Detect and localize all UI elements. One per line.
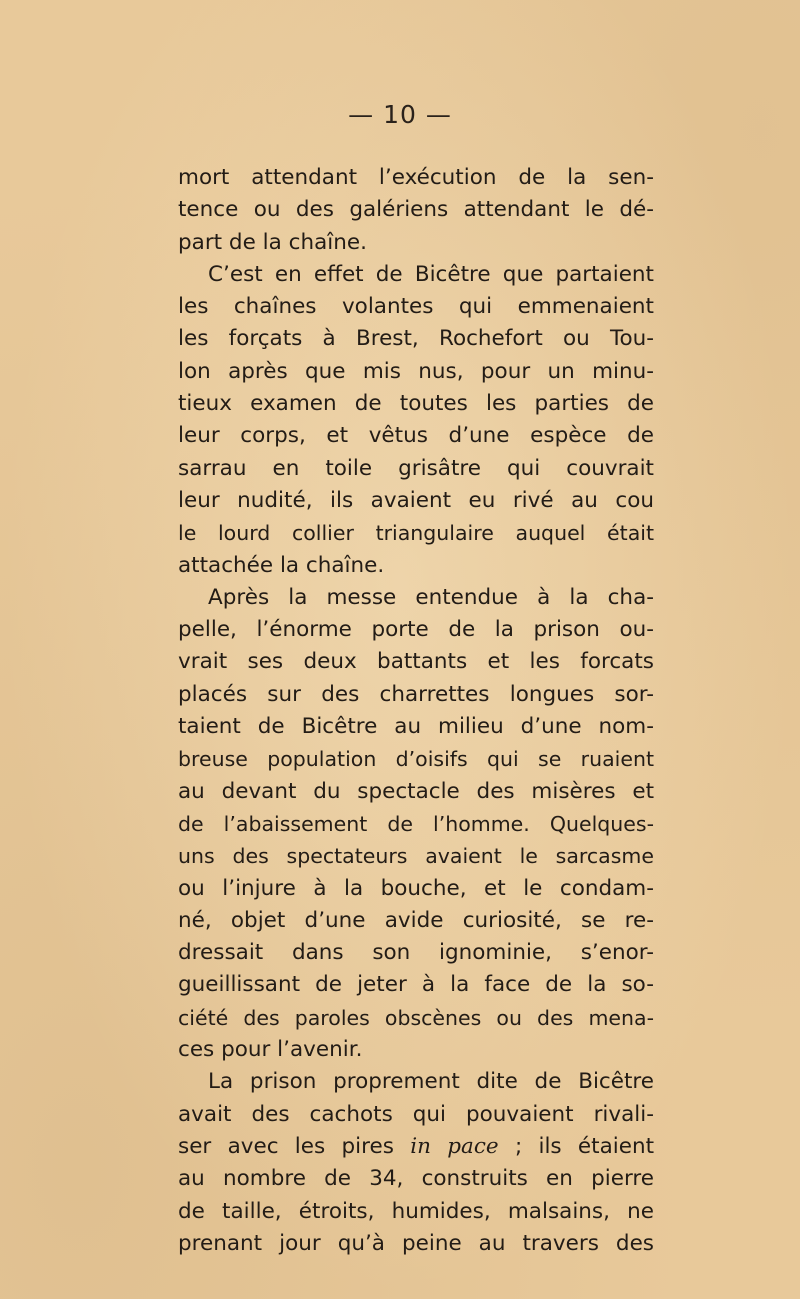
text-line: dressait dans son ignominie, s’enor- (178, 940, 654, 966)
text-line: placés sur des charrettes longues sor- (178, 681, 654, 707)
text-line: vrait ses deux battants et les forcats (178, 649, 654, 675)
text-line: avait des cachots qui pouvaient rivali- (178, 1101, 654, 1127)
text-line: tence ou des galériens attendant le dé- (178, 197, 654, 223)
text-line: part de la chaîne. (178, 229, 367, 255)
text-line: au nombre de 34, construits en pierre (178, 1166, 654, 1192)
text-line: gueillissant de jeter à la face de la so- (178, 972, 654, 998)
text-line: tieux examen de toutes les parties de (178, 391, 654, 417)
text-line: leur nudité, ils avaient eu rivé au cou (178, 487, 654, 513)
text-line: les forçats à Brest, Rochefort ou Tou- (178, 326, 654, 352)
paragraph-start-line: C’est en effet de Bicêtre que partaient (208, 261, 654, 287)
italic-latin-phrase: in pace (410, 1133, 499, 1159)
text-line: pelle, l’énorme porte de la prison ou- (178, 617, 654, 643)
text-segment: ; ils étaient (514, 1133, 655, 1159)
text-segment: ser avec les pires (178, 1133, 394, 1159)
text-line: breuse population d’oisifs qui se ruaient (178, 747, 654, 772)
page-number: — 10 — (348, 100, 452, 129)
text-line: au devant du spectacle des misères et (178, 778, 654, 804)
text-line: ciété des paroles obscènes ou des mena- (178, 1005, 654, 1030)
text-line: né, objet d’une avide curiosité, se re- (178, 907, 654, 933)
text-line-with-italic (178, 1131, 654, 1163)
paragraph-start-line: Après la messe entendue à la cha- (208, 584, 654, 610)
text-line: ou l’injure à la bouche, et le condam- (178, 875, 654, 901)
text-line: lon après que mis nus, pour un minu- (178, 358, 654, 384)
text-line: taient de Bicêtre au milieu d’une nom- (178, 714, 654, 740)
text-line: ces pour l’avenir. (178, 1037, 363, 1063)
text-line: le lourd collier triangulaire auquel était (178, 521, 654, 546)
text-line: les chaînes volantes qui emmenaient (178, 294, 654, 320)
text-line: prenant jour qu’à peine au travers des (178, 1230, 654, 1256)
text-line: sarrau en toile grisâtre qui couvrait (178, 455, 654, 481)
text-line: leur corps, et vêtus d’une espèce de (178, 423, 654, 449)
text-line: attachée la chaîne. (178, 552, 385, 578)
text-line: uns des spectateurs avaient le sarcasme (178, 844, 654, 869)
text-line: mort attendant l’exécution de la sen- (178, 165, 654, 190)
text-line: de l’abaissement de l’homme. Quelques- (178, 811, 654, 836)
text-line: de taille, étroits, humides, malsains, ne (178, 1198, 654, 1224)
body-text (178, 162, 654, 1260)
paragraph-start-line: La prison proprement dite de Bicêtre (208, 1069, 654, 1095)
